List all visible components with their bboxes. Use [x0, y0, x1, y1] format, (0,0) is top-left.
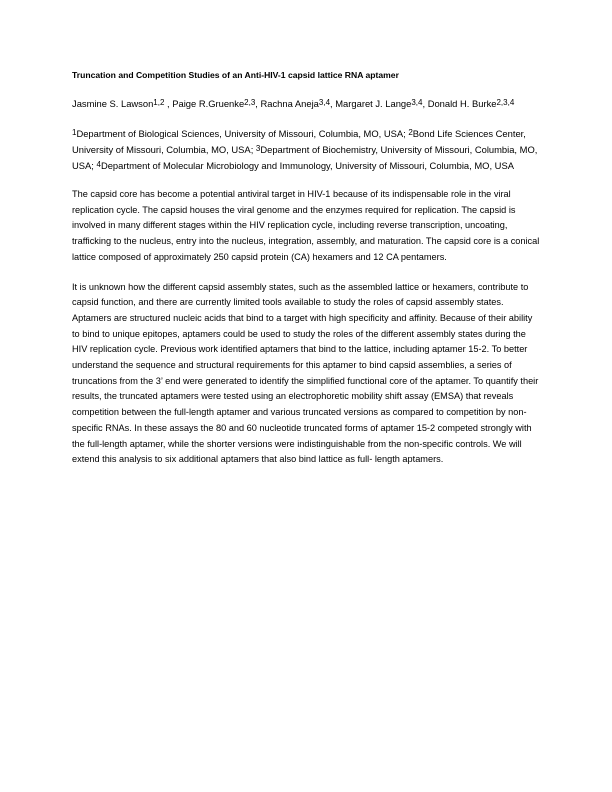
affiliation-marker: 4: [96, 160, 101, 169]
author: [428, 98, 515, 109]
author: [261, 98, 336, 109]
author: [172, 98, 260, 109]
affiliation-text: Department of Biochemistry, University of Missouri, Columbia, MO, USA;: [72, 144, 538, 171]
author-affiliation-marker: 1,2: [153, 98, 165, 107]
author-name: Paige R.Gruenke: [172, 98, 245, 109]
author-affiliation-marker: 3,4: [411, 98, 423, 107]
document-page: [72, 70, 540, 482]
author-separator: ,: [330, 98, 336, 109]
abstract-paragraph-2: It is unknown how the different capsid assembly states, such as the assembled lattice or hexamers, contribute to capsid function, and there are currently limited tools available to study the roles of capsid assembly states. Aptamers are structured nucleic acids that bind to a target with high specificity and affinity. Because of their ability to bind to unique epitopes, aptamers could be used to study the roles of the different assembly states during the HIV replication cycle. Previous work identified aptamers that bind to the lattice, including aptamer 15-2. To better understand the sequence and structural requirements for this aptamer to bind capsid assemblies, a series of truncations from the 3’ end were generated to identify the simplified functional core of the aptamer. To quantify their results, the truncated aptamers were tested using an electrophoretic mobility shift assay (EMSA) that reveals competition between the full-length aptamer and various truncated versions as compared to competition by non-specific RNAs. In these assays the 80 and 60 nucleotide truncated forms of aptamer 15-2 competed strongly with the full-length aptamer, while the shorter versions were indistinguishable from the non-specific controls. We will extend this analysis to six additional aptamers that also bind lattice as full- length aptamers.: [72, 281, 539, 465]
author-list: [72, 96, 540, 112]
author-affiliation-marker: 2,3: [244, 98, 256, 107]
affiliation-text: Bond Life Sciences Center, University of Missouri, Columbia, MO, USA;: [72, 128, 526, 155]
affiliation-list: [72, 126, 540, 174]
affiliation-marker: 3: [255, 144, 261, 153]
author-name: Donald H. Burke: [427, 98, 497, 109]
affiliation-text: Department of Molecular Microbiology and Immunology, University of Missouri, Columbia, MO, USA: [100, 160, 514, 171]
author: [72, 98, 172, 109]
author-name: Margaret J. Lange: [335, 98, 412, 109]
author-separator: ,: [255, 98, 261, 109]
author-separator: ,: [422, 98, 428, 109]
affiliation: [97, 160, 514, 171]
affiliation-marker: 2: [408, 128, 413, 137]
author-name: Jasmine S. Lawson: [72, 98, 154, 109]
author: [335, 98, 427, 109]
affiliation-marker: 1: [72, 128, 77, 137]
paper-title: Truncation and Competition Studies of an Anti-HIV-1 capsid lattice RNA aptamer: [72, 70, 399, 80]
author-separator: ,: [164, 98, 173, 109]
author-affiliation-marker: 3,4: [318, 98, 331, 107]
author-name: Rachna Aneja: [260, 98, 319, 109]
affiliation-text: Department of Biological Sciences, University of Missouri, Columbia, MO, USA;: [76, 128, 409, 139]
affiliation: [72, 128, 408, 139]
author-affiliation-marker: 2,3,4: [496, 98, 515, 107]
abstract-paragraph-1: The capsid core has become a potential antiviral target in HIV-1 because of its indispensable role in the viral replication cycle. The capsid houses the viral genome and the enzymes required for replication. The capsid is involved in many different stages within the HIV replication cycle, including reverse transcription, uncoating, trafficking to the nucleus, entry into the nucleus, integration, assembly, and maturation. The capsid core is a conical lattice composed of approximately 250 capsid protein (CA) hexamers and 12 CA pentamers.: [72, 189, 540, 262]
